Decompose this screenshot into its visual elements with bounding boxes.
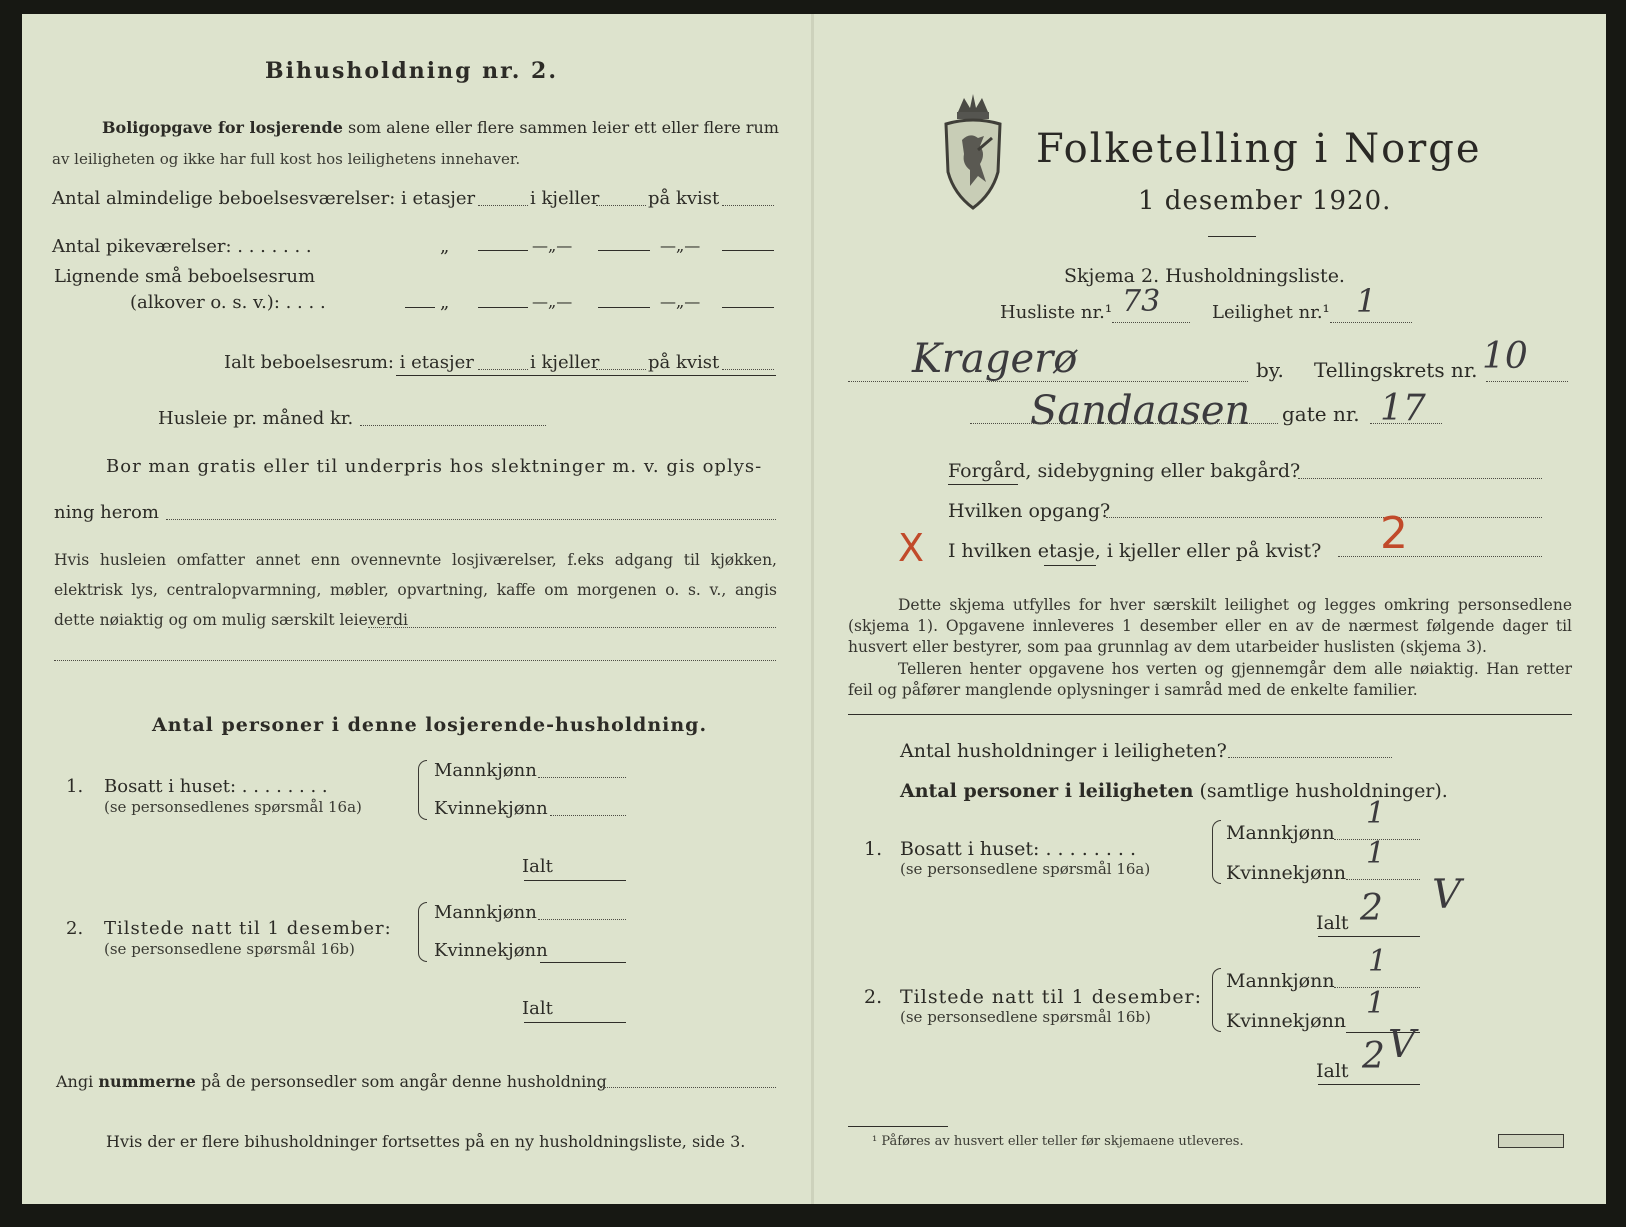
lign-label-1: Lignende små beboelsesrum [54,266,316,287]
right-q2-mann-value[interactable]: 1 [1368,944,1388,979]
ialt-kjeller-field[interactable] [596,369,646,370]
gate-nr-field [1370,423,1442,424]
left-q1-ialt-field[interactable] [524,880,626,881]
by-value[interactable]: Kragerø [912,336,1078,382]
angi-field[interactable] [600,1087,776,1088]
gratis-line2: ning herom [54,502,159,523]
right-q1-mann-label: Mannkjønn [1226,822,1335,844]
date-rule [1208,236,1256,237]
left-q1-kvinne-label: Kvinnekjønn [434,798,548,819]
left-q2-brace [418,902,427,962]
left-q2-ialt-label: Ialt [522,998,553,1019]
etasje-field [1338,556,1542,557]
left-q2-ialt-field[interactable] [524,1022,626,1023]
leilighet-value[interactable]: 1 [1356,282,1377,320]
left-q2-mann-label: Mannkjønn [434,902,537,923]
gratis-field[interactable] [166,519,776,520]
left-q1-brace [418,760,427,820]
right-q2-num: 2. [864,986,883,1008]
right-q1-ialt-value[interactable]: 2 [1360,888,1383,929]
etasje-question: I hvilken etasje, i kjeller eller på kvist? [948,540,1322,562]
left-title: Bihusholdning nr. 2. [265,58,558,84]
printer-stamp [1498,1134,1564,1148]
forgard-underline [948,484,1018,485]
right-q1-kvinne-value[interactable]: 1 [1366,836,1386,871]
left-q2-num: 2. [66,918,84,939]
rooms-etasjer-field[interactable] [478,205,528,206]
lign-dash2: —„— [660,292,701,311]
lign-label-2: (alkover o. s. v.): . . . . [130,292,326,313]
left-q2-sub: (se personsedlene spørsmål 16b) [104,940,355,958]
ialt-kvist-field[interactable] [722,369,774,370]
intro-bold: Boligopgave for losjerende [102,118,343,137]
pike-dash1: —„— [532,236,573,255]
angi-line [56,1072,607,1091]
left-footer: Hvis der er flere bihusholdninger fortsettes på en ny husholdningsliste, side 3. [106,1132,746,1151]
left-q1-sub: (se personsedlenes spørsmål 16a) [104,798,362,816]
ialt-kjeller-label: i kjeller [530,352,600,373]
pike-etasjer-field[interactable] [478,250,528,251]
right-q1-brace [1212,820,1221,884]
right-title: Folketelling i Norge [1036,126,1482,172]
gate-nr-value[interactable]: 17 [1380,388,1426,429]
right-q2-kvinne-value[interactable]: 1 [1366,986,1386,1021]
left-q1-mann-label: Mannkjønn [434,760,537,781]
rooms-kjeller-field[interactable] [596,205,646,206]
gate-label: gate nr. [1282,402,1360,426]
krets-value[interactable]: 10 [1482,336,1528,377]
lign-dash1: —„— [532,292,573,311]
pike-ditto: „ [440,236,450,257]
etasje-mark: X [898,526,925,570]
right-q1-check: V [1432,872,1461,918]
husliste-value[interactable]: 73 [1122,284,1161,319]
schema-label: Skjema 2. Husholdningsliste. [1064,265,1345,287]
leieverdi-field-2[interactable] [54,660,776,661]
right-q2-sub: (se personsedlene spørsmål 16b) [900,1008,1151,1026]
husleien-paragraph: Hvis husleien omfatter annet enn ovennevnte losjiværelser, f.eks adgang til kjøkken, elektrisk lys, centralopvarmning, møbler, opvartning, kaffe om morgenen o. s. v., angis dette nøiaktig og om mulig særskilt leieverdi [54,551,777,629]
forgard-question: Forgård, sidebygning eller bakgård? [948,460,1301,482]
left-q2-mann-field[interactable] [538,919,626,920]
right-q2-check: V [1388,1022,1416,1066]
lign-ditto: „ [440,292,450,313]
left-q1-label: Bosatt i huset: . . . . . . . . [104,776,328,797]
pike-kvist-field[interactable] [722,250,774,251]
gate-field [970,423,1278,424]
left-q1-kvinne-field[interactable] [550,815,626,816]
by-label: by. [1256,358,1284,382]
left-q1-ialt-label: Ialt [522,856,553,877]
right-q1-sub: (se personsedlene spørsmål 16a) [900,860,1151,878]
right-q2-kvinne-label: Kvinnekjønn [1226,1010,1347,1032]
gate-value[interactable]: Sandaasen [1030,388,1251,434]
right-q2-label: Tilstede natt til 1 desember: [900,986,1203,1008]
ialt-kvist-label: på kvist [648,352,720,373]
ialt-etasjer-field[interactable] [478,369,528,370]
right-q2-ialt-value[interactable]: 2 [1362,1036,1385,1077]
husleie-label: Husleie pr. måned kr. [158,408,354,429]
left-q2-kvinne-field[interactable] [540,962,626,963]
right-q1-num: 1. [864,838,883,860]
angi-bold: nummerne [98,1072,196,1091]
page-fold [811,14,814,1204]
right-q2-mann-label: Mannkjønn [1226,970,1335,992]
husliste-field [1112,322,1190,323]
right-q1-mann-value[interactable]: 1 [1366,796,1386,831]
ialt-underline [396,375,776,376]
by-field [848,381,1248,382]
opgang-question: Hvilken opgang? [948,500,1111,522]
rooms-kvist-label: på kvist [648,188,720,209]
gratis-line1: Bor man gratis eller til underpris hos slektninger m. v. gis oplys- [106,456,763,477]
footnote-rule [848,1126,948,1127]
right-q1-label: Bosatt i huset: . . . . . . . . [900,838,1137,860]
instruction-paragraph-2: Telleren henter opgavene hos verten og gjennemgår dem alle nøiaktig. Han retter feil og påfører manglende oplysninger i samråd med de enkelte familier. [848,660,1572,699]
husliste-label: Husliste nr.¹ [1000,302,1113,323]
left-q1-mann-field[interactable] [538,777,626,778]
left-q1-num: 1. [66,776,84,797]
right-q1-kvinne-label: Kvinnekjønn [1226,862,1347,884]
antal-personer-rest: (samtlige husholdninger). [1199,780,1448,802]
antal-husholdninger-field[interactable] [1228,757,1392,758]
angi-pre: Angi [56,1072,94,1091]
instruction-rule [848,714,1572,715]
right-q2-ialt-field [1318,1084,1420,1085]
right-q1-ialt-field [1318,936,1420,937]
right-q1-kvinne-field [1346,879,1420,880]
pike-dash2: —„— [660,236,701,255]
left-q2-kvinne-label: Kvinnekjønn [434,940,548,961]
krets-label: Tellingskrets nr. [1314,358,1478,382]
leieverdi-field[interactable] [368,627,776,628]
right-q1-ialt-label: Ialt [1316,912,1349,934]
lign-kjeller-field[interactable] [598,307,650,308]
lign-etasjer-field[interactable] [478,307,528,308]
rooms-kvist-field[interactable] [722,205,774,206]
rooms-label: Antal almindelige beboelsesværelser: i etasjer [52,188,476,209]
antal-personer-bold: Antal personer i leiligheten [900,780,1194,802]
antal-husholdninger: Antal husholdninger i leiligheten? [900,740,1227,762]
pike-kjeller-field[interactable] [598,250,650,251]
etasje-underline [1044,565,1096,566]
left-intro-line2: av leiligheten og ikke har full kost hos leilighetens innehaver. [52,150,521,168]
intro-rest: som alene eller flere sammen leier ett eller flere rum [347,118,779,137]
footnote: ¹ Påføres av husvert eller teller før skjemaene utleveres. [872,1134,1244,1149]
left-antal-title: Antal personer i denne losjerende-husholdning. [152,714,708,736]
angi-rest: på de personsedler som angår denne husholdning [200,1072,607,1091]
left-q2-label: Tilstede natt til 1 desember: [104,918,392,939]
etasje-value[interactable]: 2 [1380,508,1408,559]
lign-pre-line [405,307,435,308]
norway-coat-of-arms-icon [940,90,1006,214]
right-q2-brace [1212,968,1221,1032]
right-date: 1 desember 1920. [1138,186,1392,216]
opgang-field[interactable] [1106,517,1542,518]
husleie-field[interactable] [360,425,546,426]
pike-label: Antal pikeværelser: . . . . . . . [52,236,312,257]
forgard-field[interactable] [1298,478,1542,479]
left-intro-line1 [102,118,779,137]
right-q2-ialt-label: Ialt [1316,1060,1349,1082]
krets-field [1486,381,1568,382]
rooms-kjeller-label: i kjeller [530,188,600,209]
leilighet-label: Leilighet nr.¹ [1212,302,1330,323]
leilighet-field [1330,322,1412,323]
ialt-rooms-label: Ialt beboelsesrum: i etasjer [224,352,474,373]
instruction-paragraph-1: Dette skjema utfylles for hver særskilt leilighet og legges omkring personsedlene (skjema 1). Opgavene innleveres 1 desember eller en av de nærmest følgende dager til husvert eller bestyrer, som paa grunnlag av dem utarbeider huslisten (skjema 3). [848,596,1572,656]
lign-kvist-field[interactable] [722,307,774,308]
